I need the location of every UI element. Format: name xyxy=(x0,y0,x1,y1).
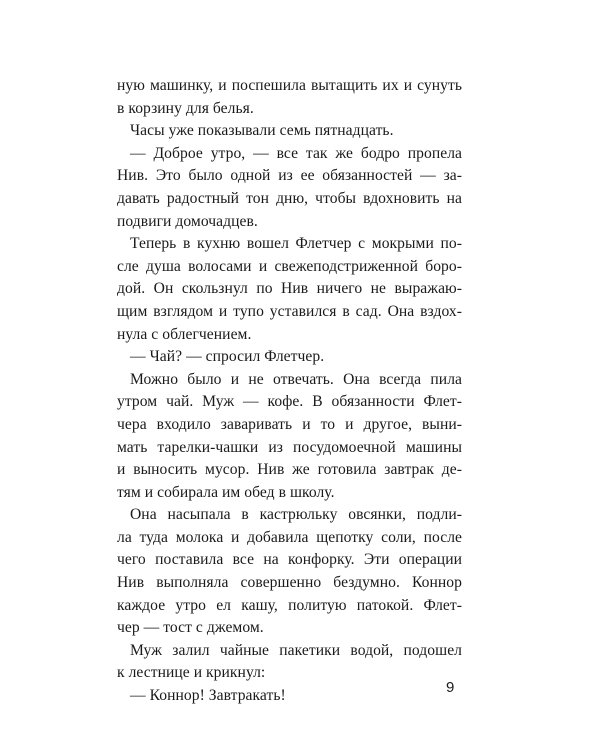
text-line: к лестнице и крикнул: xyxy=(117,664,266,682)
text-line: дой. Он скользнул по Нив ничего не выражаю- xyxy=(117,280,462,298)
text-line: — Чай? — спросил Флетчер. xyxy=(130,348,325,366)
text-line: чера входило заваривать и то и другое, выни- xyxy=(117,415,462,433)
text-line: Можно было и не отвечать. Она всегда пила xyxy=(130,370,462,388)
text-line: чего поставила все на конфорку. Эти операции xyxy=(117,551,462,569)
page-number: 9 xyxy=(446,679,455,696)
text-line: Муж залил чайные пакетики водой, подошел xyxy=(130,641,462,659)
text-line: нула с облегчением. xyxy=(117,325,252,343)
text-line: щим взглядом и тупо уставился в сад. Она вздох- xyxy=(117,302,462,320)
text-line: — Коннор! Завтракать! xyxy=(130,687,286,705)
text-line: чер — тост с джемом. xyxy=(117,619,264,637)
text-line: утром чай. Муж — кофе. В обязанности Флет- xyxy=(117,393,462,411)
text-line: тям и собирала им обед в школу. xyxy=(117,483,335,501)
text-line: давать радостный тон дню, чтобы вдохновить на xyxy=(117,189,462,207)
text-line: сле душа волосами и свежеподстриженной боро- xyxy=(117,257,462,275)
text-line: каждое утро ел кашу, политую патокой. Флет- xyxy=(117,596,462,614)
text-line: Часы уже показывали семь пятнадцать. xyxy=(130,122,394,140)
text-line: мать тарелки-чашки из посудомоечной машины xyxy=(117,438,462,456)
text-line: Теперь в кухню вошел Флетчер с мокрыми по- xyxy=(130,235,462,253)
text-line: Нив. Это было одной из ее обязанностей — за- xyxy=(117,167,462,185)
text-line: Нив выполняла совершенно бездумно. Коннор xyxy=(117,574,462,592)
text-line: ла туда молока и добавила щепотку соли, после xyxy=(117,528,462,546)
text-line: и выносить мусор. Нив же готовила завтрак де- xyxy=(117,461,462,479)
text-line: Она насыпала в кастрюльку овсянки, подли- xyxy=(130,506,462,524)
text-line: подвиги домочадцев. xyxy=(117,212,258,230)
text-line: в корзину для белья. xyxy=(117,99,254,117)
body-text xyxy=(117,75,462,708)
text-line: ную машинку, и поспешила вытащить их и сунуть xyxy=(117,77,462,94)
text-line: — Доброе утро, — все так же бодро пропела xyxy=(130,144,462,162)
